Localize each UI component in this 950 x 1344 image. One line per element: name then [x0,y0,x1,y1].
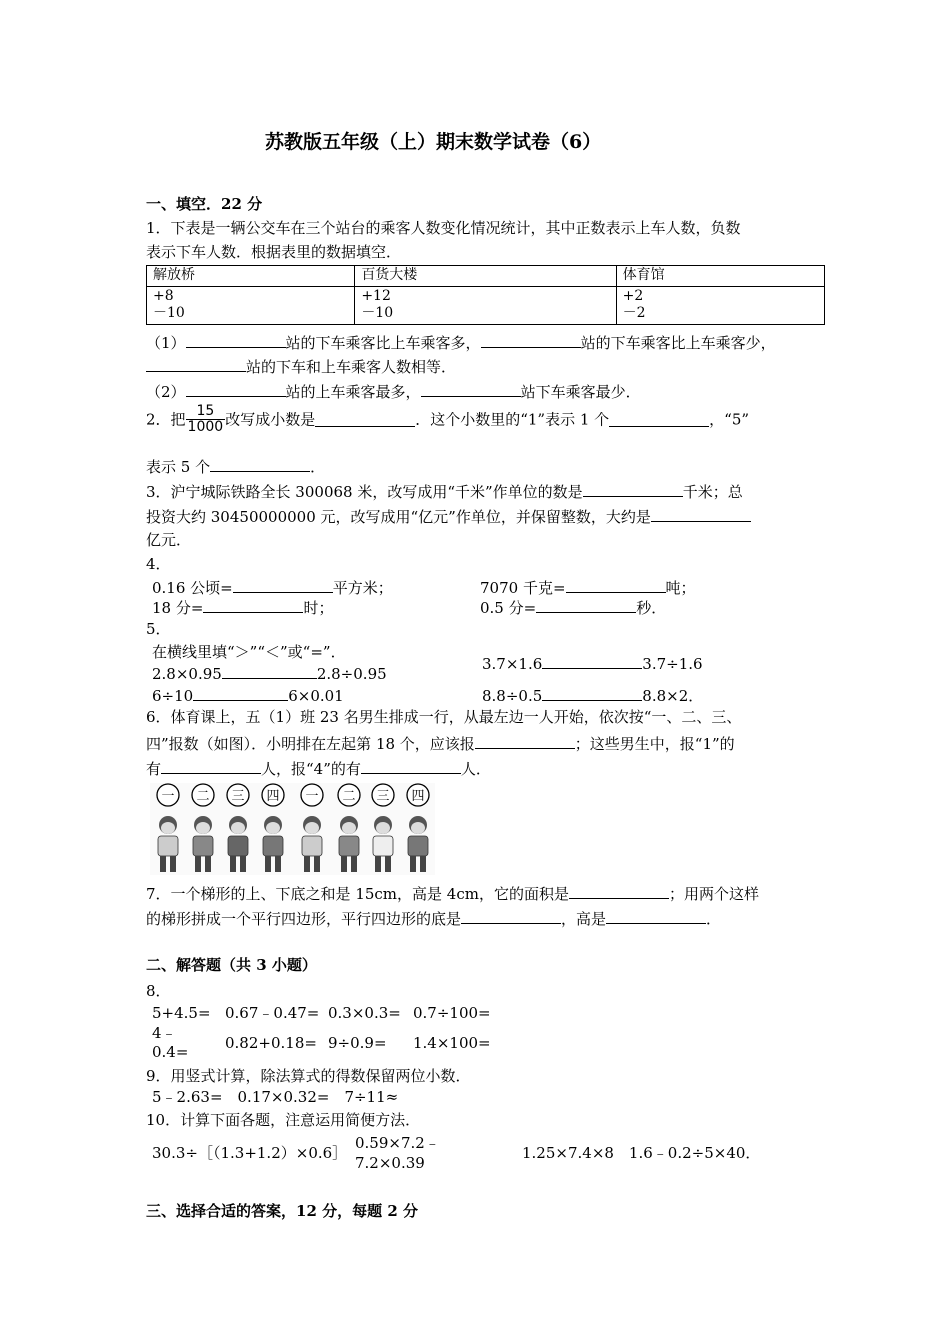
boys-lineup-illustration [150,783,435,875]
q8-expr: 0.67﹣0.47= [225,1004,320,1022]
page-title: 苏教版五年级（上）期末数学试卷（6） [265,131,602,153]
q8-expr: 9÷0.9= [328,1034,387,1052]
answer-blank[interactable] [609,413,709,427]
table-header-baihuodalou: 百货大楼 [355,266,616,287]
q8-expr: 5+4.5= [152,1004,211,1022]
q1-sub1-cont: 站的下车和上车乘客人数相等． [146,358,456,375]
q8-expr: 0.3×0.3= [328,1004,401,1022]
section1-heading: 一、填空．22 分 [146,195,263,213]
q5-item-d: 8.8÷0.5 8.8×2． [482,687,704,705]
answer-blank[interactable] [361,760,461,774]
q2-line2: 表示 5 个 ． [146,458,326,476]
q10-expr-3: 1.25×7.4×8 1.6﹣0.2÷5×40． [522,1144,761,1162]
table-row [147,286,825,324]
q7-line1: 7．一个梯形的上、下底之和是 15cm，高是 4cm，它的面积是 ；用两个这样 [146,885,759,903]
q6-line2: 四”报数（如图）．小明排在左起第 18 个，应该报 ；这些男生中，报“1”的 [146,735,735,753]
q4-item-d: 0.5 分= 秒． [480,599,667,617]
table-cell: +12 －10 [355,286,616,324]
q3-line2: 投资大约 30450000000 元，改写成用“亿元”作单位，并保留整数，大约是 [146,508,751,525]
svg-text:四: 四 [411,789,425,804]
q6-line1: 6．体育课上，五（1）班 23 名男生排成一行，从最左边一人开始，依次按“一、二、三、 [146,708,742,726]
q10-expr-2b: 7.2×0.39 [355,1154,425,1172]
answer-blank[interactable] [536,599,636,613]
svg-text:二: 二 [342,789,356,804]
answer-blank[interactable] [233,579,333,593]
q4-item-a: 0.16 公顷= 平方米； [152,579,393,597]
table-cell: +8 －10 [147,286,355,324]
q1-sub1: （1） 站的下车乘客比上车乘客多， 站的下车乘客比上车乘客少， [146,334,776,352]
answer-blank[interactable] [315,413,415,427]
answer-blank[interactable] [210,458,310,472]
q1-sub2: （2） 站的上车乘客最多， 站下车乘客最少． [146,383,641,401]
table-header-tiyuguan: 体育馆 [616,266,824,287]
answer-blank[interactable] [583,483,683,497]
q10-line1: 10．计算下面各题，注意运用简便方法． [146,1111,421,1129]
answer-blank[interactable] [566,579,666,593]
svg-text:三: 三 [376,789,390,804]
answer-blank[interactable] [203,599,303,613]
q5-item-b: 3.7×1.6 3.7÷1.6 [482,655,703,673]
q6-line3: 有 人，报“4”的有 人． [146,760,491,778]
answer-blank[interactable] [461,910,561,924]
q8-expr-04: 0.4= [152,1043,189,1061]
q9-line2: 5﹣2.63= 0.17×0.32= 7÷11≈ [152,1088,399,1106]
fraction-15-1000: $\frac{15}{1000}$ [187,403,224,436]
bus-passenger-table [146,265,825,325]
q8-expr: 1.4×100= [413,1034,491,1052]
q9-line1: 9．用竖式计算，除法算式的得数保留两位小数． [146,1067,471,1085]
q4-number: 4． [146,555,171,573]
answer-blank[interactable] [186,383,286,397]
answer-blank[interactable] [193,687,288,701]
q8-expr-4minus: 4﹣ [152,1024,177,1042]
q1-line2: 表示下车人数．根据表里的数据填空． [146,243,402,261]
answer-blank[interactable] [146,358,246,372]
answer-blank[interactable] [421,383,521,397]
q1-line1: 1．下表是一辆公交车在三个站台的乘客人数变化情况统计，其中正数表示上车人数，负数 [146,219,741,237]
q8-expr: 0.7÷100= [413,1004,491,1022]
answer-blank[interactable] [161,760,261,774]
answer-blank[interactable] [542,687,642,701]
q8-number: 8． [146,982,171,1000]
svg-text:四: 四 [266,789,280,804]
section2-heading: 二、解答题（共 3 小题） [146,956,317,974]
q10-expr-2a: 0.59×7.2﹣ [355,1134,440,1152]
q5-item-a: 2.8×0.95 2.8÷0.95 [152,665,387,683]
q4-item-b: 7070 千克= 吨； [480,579,696,597]
table-header-jiefangqiao: 解放桥 [147,266,355,287]
q4-item-c: 18 分= 时； [152,599,334,617]
q5-item-c: 6÷10 6×0.01 [152,687,344,705]
q3-line1: 3．沪宁城际铁路全长 300068 米，改写成用“千米”作单位的数是 千米；总 [146,483,743,501]
answer-blank[interactable] [186,334,286,348]
q8-expr: 0.82+0.18= [225,1034,317,1052]
svg-text:三: 三 [231,789,245,804]
q5-intro: 在横线里填“＞”“＜”或“=”． [152,643,346,661]
q7-line2: 的梯形拼成一个平行四边形，平行四边形的底是 ，高是 ． [146,910,722,928]
section3-heading: 三、选择合适的答案，12 分，每题 2 分 [146,1202,418,1220]
q10-expr-1: 30.3÷［（1.3+1.2）×0.6］ [152,1144,348,1162]
q2-line1: 2．把 $\frac{15}{1000}$ 改写成小数是 ．这个小数里的“1”表示 1 个 ，“5” [146,403,750,436]
svg-text:一: 一 [305,789,319,804]
answer-blank[interactable] [475,735,575,749]
answer-blank[interactable] [481,334,581,348]
q3-line3: 亿元． [146,531,192,549]
answer-blank[interactable] [542,655,642,669]
svg-text:二: 二 [196,789,210,804]
answer-blank[interactable] [606,910,706,924]
table-header-row [147,266,825,287]
q5-number: 5． [146,620,171,638]
table-cell: +2 －2 [616,286,824,324]
answer-blank[interactable] [651,508,751,522]
answer-blank[interactable] [569,885,669,899]
answer-blank[interactable] [222,665,317,679]
svg-text:一: 一 [161,789,175,804]
